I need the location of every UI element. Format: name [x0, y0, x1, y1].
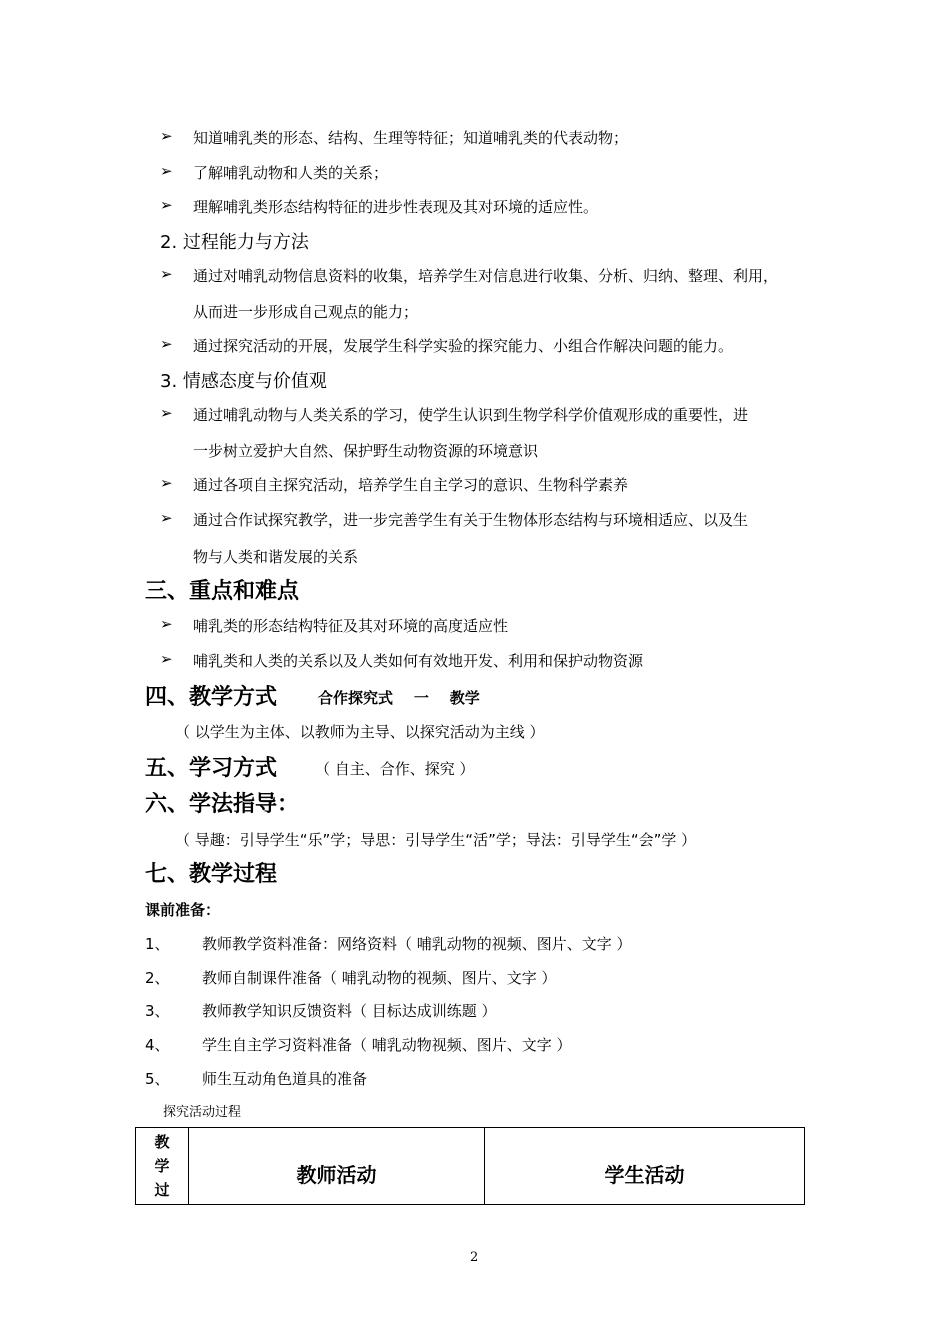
prep-item-text: 教师教学资料准备：网络资料（ 哺乳动物的视频、图片、文字 ）	[202, 935, 632, 953]
process-table	[135, 1127, 805, 1205]
prep-item-number: 1、	[145, 935, 170, 953]
section-heading-study-guidance: 六、学法指导：	[145, 792, 300, 817]
prep-item-number: 5、	[145, 1070, 170, 1088]
prep-title: 课前准备：	[145, 901, 221, 919]
bullet-icon: ➢	[160, 127, 173, 145]
bullet-icon: ➢	[160, 162, 173, 180]
bullet-icon: ➢	[160, 265, 173, 283]
section-heading-teaching-method: 四、教学方式	[145, 685, 278, 710]
stage-header-cell	[136, 1128, 189, 1205]
prep-item-text: 教师自制课件准备（ 哺乳动物的视频、图片、文字 ）	[202, 969, 557, 987]
ability-text: 通过对哺乳动物信息资料的收集，培养学生对信息进行收集、分析、归纳、整理、利用，	[193, 267, 779, 285]
attitude-text: 通过哺乳动物与人类关系的学习，使学生认识到生物学科学价值观形成的重要性，进	[193, 406, 749, 424]
bullet-icon: ➢	[160, 404, 173, 422]
stage-char: 教	[154, 1133, 170, 1151]
teacher-activity-header: 教师活动	[189, 1128, 485, 1205]
goal-text: 知道哺乳类的形态、结构、生理等特征；知道哺乳类的代表动物；	[193, 129, 629, 147]
bullet-icon: ➢	[160, 650, 173, 668]
page-number: 2	[470, 1250, 479, 1265]
attitude-text-cont: 一步树立爱护大自然、保护野生动物资源的环境意识	[193, 442, 539, 460]
attitude-text: 通过合作试探究教学，进一步完善学生有关于生物体形态结构与环境相适应、以及生	[193, 511, 749, 529]
bullet-icon: ➢	[160, 196, 173, 214]
key-point-text: 哺乳类的形态结构特征及其对环境的高度适应性	[193, 617, 509, 635]
prep-item-text: 师生互动角色道具的准备	[202, 1070, 368, 1088]
learning-method-value: （ 自主、合作、探究 ）	[315, 760, 475, 778]
bullet-icon: ➢	[160, 509, 173, 527]
student-activity-header: 学生活动	[485, 1128, 805, 1205]
attitude-text-cont: 物与人类和谐发展的关系	[193, 548, 359, 566]
teaching-method-value: 合作探究式 一 教学	[318, 689, 480, 707]
bullet-icon: ➢	[160, 474, 173, 492]
bullet-icon: ➢	[160, 335, 173, 353]
ability-text-cont: 从而进一步形成自己观点的能力；	[193, 303, 419, 321]
attitude-text: 通过各项自主探究活动，培养学生自主学习的意识、生物科学素养	[193, 476, 629, 494]
key-point-text: 哺乳类和人类的关系以及人类如何有效地开发、利用和保护动物资源	[193, 652, 644, 670]
subheading-attitude: 3. 情感态度与价值观	[160, 371, 327, 392]
prep-item-number: 3、	[145, 1002, 170, 1020]
goal-text: 了解哺乳动物和人类的关系；	[193, 164, 389, 182]
section-heading-teaching-process: 七、教学过程	[145, 862, 278, 887]
prep-item-text: 学生自主学习资料准备（ 哺乳动物视频、图片、文字 ）	[202, 1036, 572, 1054]
activity-caption: 探究活动过程	[163, 1105, 242, 1120]
study-guidance-note: （ 导趣：引导学生“乐”学；导思：引导学生“活”学；导法：引导学生“会”学 ）	[175, 831, 697, 849]
goal-text: 理解哺乳类形态结构特征的进步性表现及其对环境的适应性。	[193, 198, 599, 216]
teaching-method-note: （ 以学生为主体、以教师为主导、以探究活动为主线 ）	[175, 723, 545, 741]
stage-char: 学	[154, 1157, 170, 1175]
table-row	[136, 1128, 805, 1205]
prep-item-text: 教师教学知识反馈资料（ 目标达成训练题 ）	[202, 1002, 497, 1020]
bullet-icon: ➢	[160, 615, 173, 633]
prep-item-number: 2、	[145, 969, 170, 987]
section-heading-learning-method: 五、学习方式	[145, 756, 278, 781]
section-heading-key-points: 三、重点和难点	[145, 579, 300, 604]
stage-char: 过	[154, 1181, 170, 1199]
subheading-ability: 2. 过程能力与方法	[160, 232, 309, 253]
prep-item-number: 4、	[145, 1036, 170, 1054]
ability-text: 通过探究活动的开展，发展学生科学实验的探究能力、小组合作解决问题的能力。	[193, 337, 734, 355]
